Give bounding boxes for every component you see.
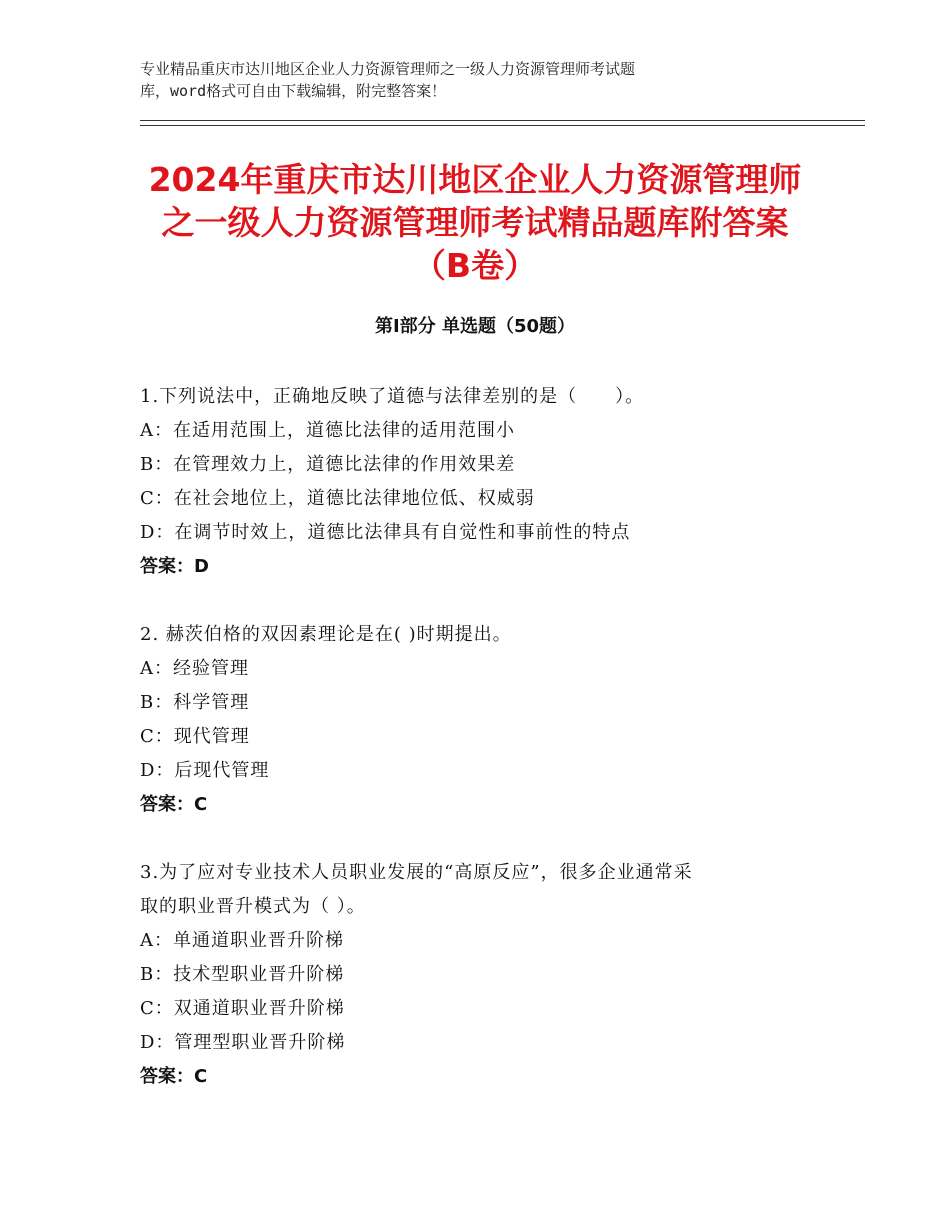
question-3 [140, 856, 820, 1094]
option-d: D：在调节时效上，道德比法律具有自觉性和事前性的特点 [140, 522, 631, 543]
question-stem-line-2: 取的职业晋升模式为（ ）。 [140, 896, 366, 917]
option-d: D：管理型职业晋升阶梯 [140, 1032, 346, 1053]
question-2 [140, 618, 820, 822]
header-note [140, 58, 780, 102]
answer: 答案：C [140, 794, 208, 815]
question-stem: 2. 赫茨伯格的双因素理论是在( )时期提出。 [140, 624, 512, 645]
option-c: C：在社会地位上，道德比法律地位低、权威弱 [140, 488, 535, 509]
question-stem: 1.下列说法中，正确地反映了道德与法律差别的是（ ）。 [140, 386, 645, 407]
question-stem-line-1: 3.为了应对专业技术人员职业发展的“高原反应”，很多企业通常采 [140, 862, 693, 883]
title-line-1: 2024年重庆市达川地区企业人力资源管理师 [148, 160, 802, 199]
option-b: B：技术型职业晋升阶梯 [140, 964, 345, 985]
option-c: C：现代管理 [140, 726, 250, 747]
option-a: A：经验管理 [140, 658, 249, 679]
option-a: A：在适用范围上，道德比法律的适用范围小 [140, 420, 515, 441]
option-d: D：后现代管理 [140, 760, 270, 781]
question-1 [140, 380, 820, 584]
answer: 答案：C [140, 1066, 208, 1087]
header-divider [140, 120, 865, 126]
option-c: C：双通道职业晋升阶梯 [140, 998, 345, 1019]
option-b: B：在管理效力上，道德比法律的作用效果差 [140, 454, 516, 475]
title-line-3: （B卷） [412, 246, 538, 285]
answer: 答案：D [140, 556, 209, 577]
option-b: B：科学管理 [140, 692, 250, 713]
document-title [100, 158, 850, 287]
title-line-2: 之一级人力资源管理师考试精品题库附答案 [161, 203, 789, 242]
section-heading: 第Ⅰ部分 单选题（50题） [374, 316, 575, 337]
header-note-line-2: 库，word格式可自由下载编辑，附完整答案！ [140, 82, 447, 100]
header-note-line-1: 专业精品重庆市达川地区企业人力资源管理师之一级人力资源管理师考试题 [140, 60, 636, 78]
option-a: A：单通道职业晋升阶梯 [140, 930, 344, 951]
